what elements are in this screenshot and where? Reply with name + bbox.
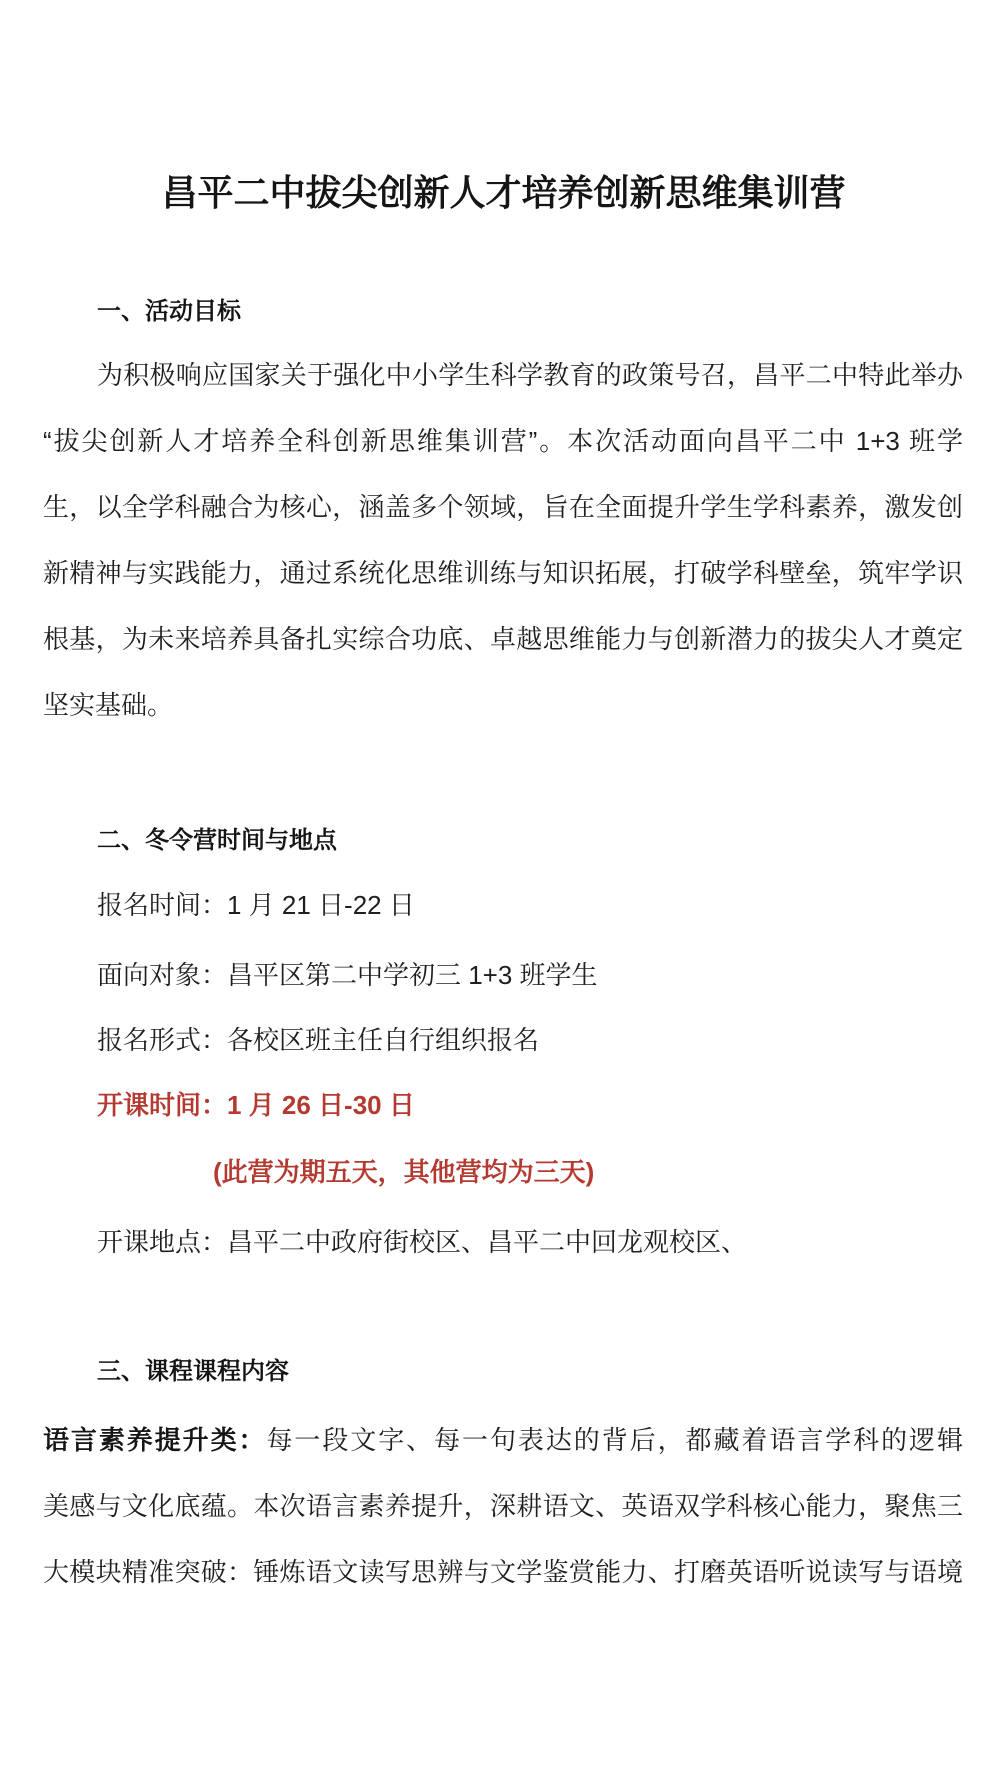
section-heading-camp-time-location: 二、冬令营时间与地点: [97, 827, 337, 854]
paragraph-line: 生，以全学科融合为核心，涵盖多个领域，旨在全面提升学生学科素养，激发创: [43, 492, 963, 522]
paragraph-line: 根基，为未来培养具备扎实综合功底、卓越思维能力与创新潜力的拔尖人才奠定: [43, 624, 963, 654]
course-category-label: 语言素养提升类：: [43, 1425, 267, 1455]
paragraph-course-content: [43, 1407, 963, 1605]
paragraph-line: 为积极响应国家关于强化中小学生科学教育的政策号召，昌平二中特此举办: [97, 360, 963, 390]
paragraph-line: 美感与文化底蕴。本次语言素养提升，深耕语文、英语双学科核心能力，聚焦三: [43, 1491, 963, 1521]
info-course-duration-note: (此营为期五天，其他营均为三天): [213, 1157, 595, 1187]
info-registration-method: 报名形式：各校区班主任自行组织报名: [97, 1025, 540, 1055]
paragraph-text: 每一段文字、每一句表达的背后，都藏着语言学科的逻辑: [266, 1425, 963, 1455]
section-heading-activity-goals: 一、活动目标: [97, 298, 241, 325]
paragraph-line: 新精神与实践能力，通过系统化思维训练与知识拓展，打破学科壁垒，筑牢学识: [43, 558, 963, 588]
section-heading-course-content: 三、课程课程内容: [97, 1358, 289, 1385]
paragraph-line: [43, 1407, 963, 1473]
paragraph-line: 坚实基础。: [43, 690, 174, 720]
info-target-audience: 面向对象：昌平区第二中学初三 1+3 班学生: [97, 960, 598, 990]
paragraph-line: 大模块精准突破：锤炼语文读写思辨与文学鉴赏能力、打磨英语听说读写与语境: [43, 1557, 963, 1587]
paragraph-line: “拔尖创新人才培养全科创新思维集训营”。本次活动面向昌平二中 1+3 班学: [43, 426, 963, 456]
info-course-start-time: 开课时间：1 月 26 日-30 日: [97, 1090, 415, 1120]
info-course-location: 开课地点：昌平二中政府街校区、昌平二中回龙观校区、: [97, 1227, 748, 1257]
page-title: 昌平二中拔尖创新人才培养创新思维集训营: [161, 172, 846, 213]
paragraph-activity-goals: [43, 342, 963, 738]
info-registration-time: 报名时间：1 月 21 日-22 日: [97, 890, 415, 920]
